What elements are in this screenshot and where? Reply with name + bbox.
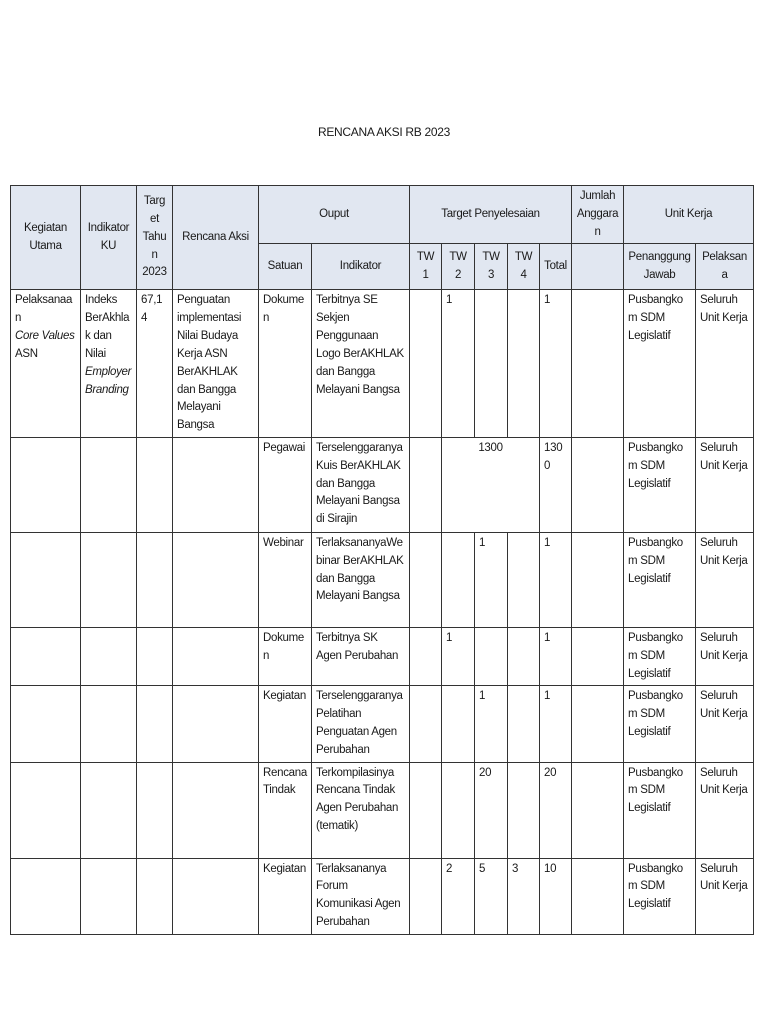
table-row — [11, 627, 754, 685]
header-indikator-ku: Indikator KU — [81, 186, 137, 290]
cell-tw4 — [508, 627, 540, 685]
cell-tw1 — [410, 627, 442, 685]
header-tw1: TW 1 — [410, 244, 442, 290]
cell-tw4: 3 — [508, 858, 540, 934]
cell-tw1 — [410, 437, 442, 532]
cell-kegiatan-utama — [11, 532, 81, 627]
cell-target-tahun — [137, 532, 173, 627]
kegiatan-utama-text-end: ASN — [15, 347, 38, 360]
cell-indikator: Terbitnya SK Agen Perubahan — [312, 627, 410, 685]
cell-tw4 — [508, 762, 540, 858]
cell-tw3: 20 — [475, 762, 508, 858]
cell-tw3: 5 — [475, 858, 508, 934]
cell-indikator: Terlaksananya Forum Komunikasi Agen Perubahan — [312, 858, 410, 934]
cell-tw3 — [475, 290, 508, 438]
cell-pelaksana: Seluruh Unit Kerja — [696, 532, 754, 627]
cell-indikator: Terkompilasinya Rencana Tindak Agen Perubahan (tematik) — [312, 762, 410, 858]
cell-target-tahun — [137, 437, 173, 532]
cell-target-tahun — [137, 858, 173, 934]
cell-indikator-ku — [81, 858, 137, 934]
cell-anggaran — [572, 686, 624, 762]
cell-satuan: Dokumen — [259, 627, 312, 685]
cell-tw-merged: 1300 — [442, 437, 540, 532]
table-row — [11, 290, 754, 438]
cell-rencana-aksi — [173, 762, 259, 858]
header-rencana-aksi: Rencana Aksi — [173, 186, 259, 290]
cell-rencana-aksi — [173, 437, 259, 532]
cell-tw2 — [442, 762, 475, 858]
kegiatan-utama-text: Pelaksanaan — [15, 294, 73, 325]
table-row — [11, 858, 754, 934]
cell-target-tahun — [137, 627, 173, 685]
cell-satuan: Kegiatan — [259, 686, 312, 762]
cell-tw4 — [508, 290, 540, 438]
header-penanggung-jawab: Penanggung Jawab — [624, 244, 696, 290]
header-kegiatan-utama: Kegiatan Utama — [11, 186, 81, 290]
cell-penanggung-jawab: Pusbangkom SDM Legislatif — [624, 290, 696, 438]
cell-indikator: Terselenggaranya Kuis BerAKHLAK dan Bangga Melayani Bangsa di Sirajin — [312, 437, 410, 532]
cell-rencana-aksi — [173, 627, 259, 685]
cell-target-tahun — [137, 686, 173, 762]
header-anggaran-empty — [572, 244, 624, 290]
cell-tw1 — [410, 858, 442, 934]
cell-anggaran — [572, 290, 624, 438]
header-target-penyelesaian: Target Penyelesaian — [410, 186, 572, 244]
cell-indikator-ku — [81, 532, 137, 627]
cell-satuan: Webinar — [259, 532, 312, 627]
header-tw2: TW 2 — [442, 244, 475, 290]
cell-indikator-ku — [81, 686, 137, 762]
cell-kegiatan-utama — [11, 762, 81, 858]
cell-pelaksana: Seluruh Unit Kerja — [696, 627, 754, 685]
cell-anggaran — [572, 437, 624, 532]
cell-kegiatan-utama — [11, 437, 81, 532]
cell-anggaran — [572, 858, 624, 934]
cell-penanggung-jawab: Pusbangkom SDM Legislatif — [624, 858, 696, 934]
header-unit-kerja: Unit Kerja — [624, 186, 754, 244]
table-row — [11, 686, 754, 762]
cell-tw1 — [410, 532, 442, 627]
cell-tw3: 1 — [475, 532, 508, 627]
cell-tw3 — [475, 627, 508, 685]
cell-pelaksana: Seluruh Unit Kerja — [696, 437, 754, 532]
cell-kegiatan-utama — [11, 627, 81, 685]
cell-indikator: TerlaksananyaWebinar BerAKHLAK dan Bangga Melayani Bangsa — [312, 532, 410, 627]
cell-tw4 — [508, 532, 540, 627]
table-row — [11, 532, 754, 627]
cell-tw2 — [442, 686, 475, 762]
header-output: Ouput — [259, 186, 410, 244]
cell-penanggung-jawab: Pusbangkom SDM Legislatif — [624, 762, 696, 858]
cell-total: 10 — [540, 858, 572, 934]
cell-satuan: Rencana Tindak — [259, 762, 312, 858]
action-plan-table — [10, 185, 754, 935]
document-title: RENCANA AKSI RB 2023 — [317, 125, 451, 139]
cell-indikator-ku — [81, 290, 137, 438]
cell-satuan: Dokumen — [259, 290, 312, 438]
header-pelaksana: Pelaksana — [696, 244, 754, 290]
cell-anggaran — [572, 762, 624, 858]
cell-anggaran — [572, 627, 624, 685]
cell-total: 1300 — [540, 437, 572, 532]
cell-tw2: 1 — [442, 627, 475, 685]
cell-target-tahun: 67,14 — [137, 290, 173, 438]
cell-indikator-ku — [81, 762, 137, 858]
table-row — [11, 762, 754, 858]
cell-indikator: Terbitnya SE Sekjen Penggunaan Logo BerAKHLAK dan Bangga Melayani Bangsa — [312, 290, 410, 438]
header-jumlah-anggaran: Jumlah Anggaran — [572, 186, 624, 244]
cell-total: 1 — [540, 290, 572, 438]
cell-pelaksana: Seluruh Unit Kerja — [696, 762, 754, 858]
cell-total: 1 — [540, 686, 572, 762]
cell-penanggung-jawab: Pusbangkom SDM Legislatif — [624, 437, 696, 532]
cell-pelaksana: Seluruh Unit Kerja — [696, 858, 754, 934]
header-target-tahun: Target Tahun 2023 — [137, 186, 173, 290]
cell-total: 1 — [540, 532, 572, 627]
cell-tw1 — [410, 762, 442, 858]
cell-pelaksana: Seluruh Unit Kerja — [696, 686, 754, 762]
cell-pelaksana: Seluruh Unit Kerja — [696, 290, 754, 438]
cell-satuan: Pegawai — [259, 437, 312, 532]
cell-penanggung-jawab: Pusbangkom SDM Legislatif — [624, 686, 696, 762]
cell-rencana-aksi — [173, 686, 259, 762]
header-tw3: TW 3 — [475, 244, 508, 290]
cell-tw2: 1 — [442, 290, 475, 438]
cell-tw4 — [508, 686, 540, 762]
cell-anggaran — [572, 532, 624, 627]
cell-kegiatan-utama — [11, 858, 81, 934]
indikator-ku-italic: Employer Branding — [85, 365, 132, 396]
table-row — [11, 437, 754, 532]
cell-total: 1 — [540, 627, 572, 685]
cell-total: 20 — [540, 762, 572, 858]
cell-kegiatan-utama — [11, 290, 81, 438]
cell-target-tahun — [137, 762, 173, 858]
cell-indikator-ku — [81, 437, 137, 532]
cell-kegiatan-utama — [11, 686, 81, 762]
cell-tw1 — [410, 686, 442, 762]
cell-rencana-aksi — [173, 532, 259, 627]
header-tw4: TW 4 — [508, 244, 540, 290]
header-indikator: Indikator — [312, 244, 410, 290]
cell-penanggung-jawab: Pusbangkom SDM Legislatif — [624, 627, 696, 685]
cell-rencana-aksi: Penguatan implementasi Nilai Budaya Kerja ASN BerAKHLAK dan Bangga Melayani Bangsa — [173, 290, 259, 438]
header-satuan: Satuan — [259, 244, 312, 290]
cell-satuan: Kegiatan — [259, 858, 312, 934]
kegiatan-utama-italic: Core Values — [15, 330, 75, 343]
cell-tw2 — [442, 532, 475, 627]
cell-tw3: 1 — [475, 686, 508, 762]
cell-tw2: 2 — [442, 858, 475, 934]
cell-indikator-ku — [81, 627, 137, 685]
indikator-ku-text: Indeks BerAkhlak dan Nilai — [85, 294, 130, 360]
cell-penanggung-jawab: Pusbangkom SDM Legislatif — [624, 532, 696, 627]
cell-rencana-aksi — [173, 858, 259, 934]
header-total: Total — [540, 244, 572, 290]
cell-tw1 — [410, 290, 442, 438]
cell-indikator: Terselenggaranya Pelatihan Penguatan Agen Perubahan — [312, 686, 410, 762]
header-row-top — [11, 186, 754, 244]
